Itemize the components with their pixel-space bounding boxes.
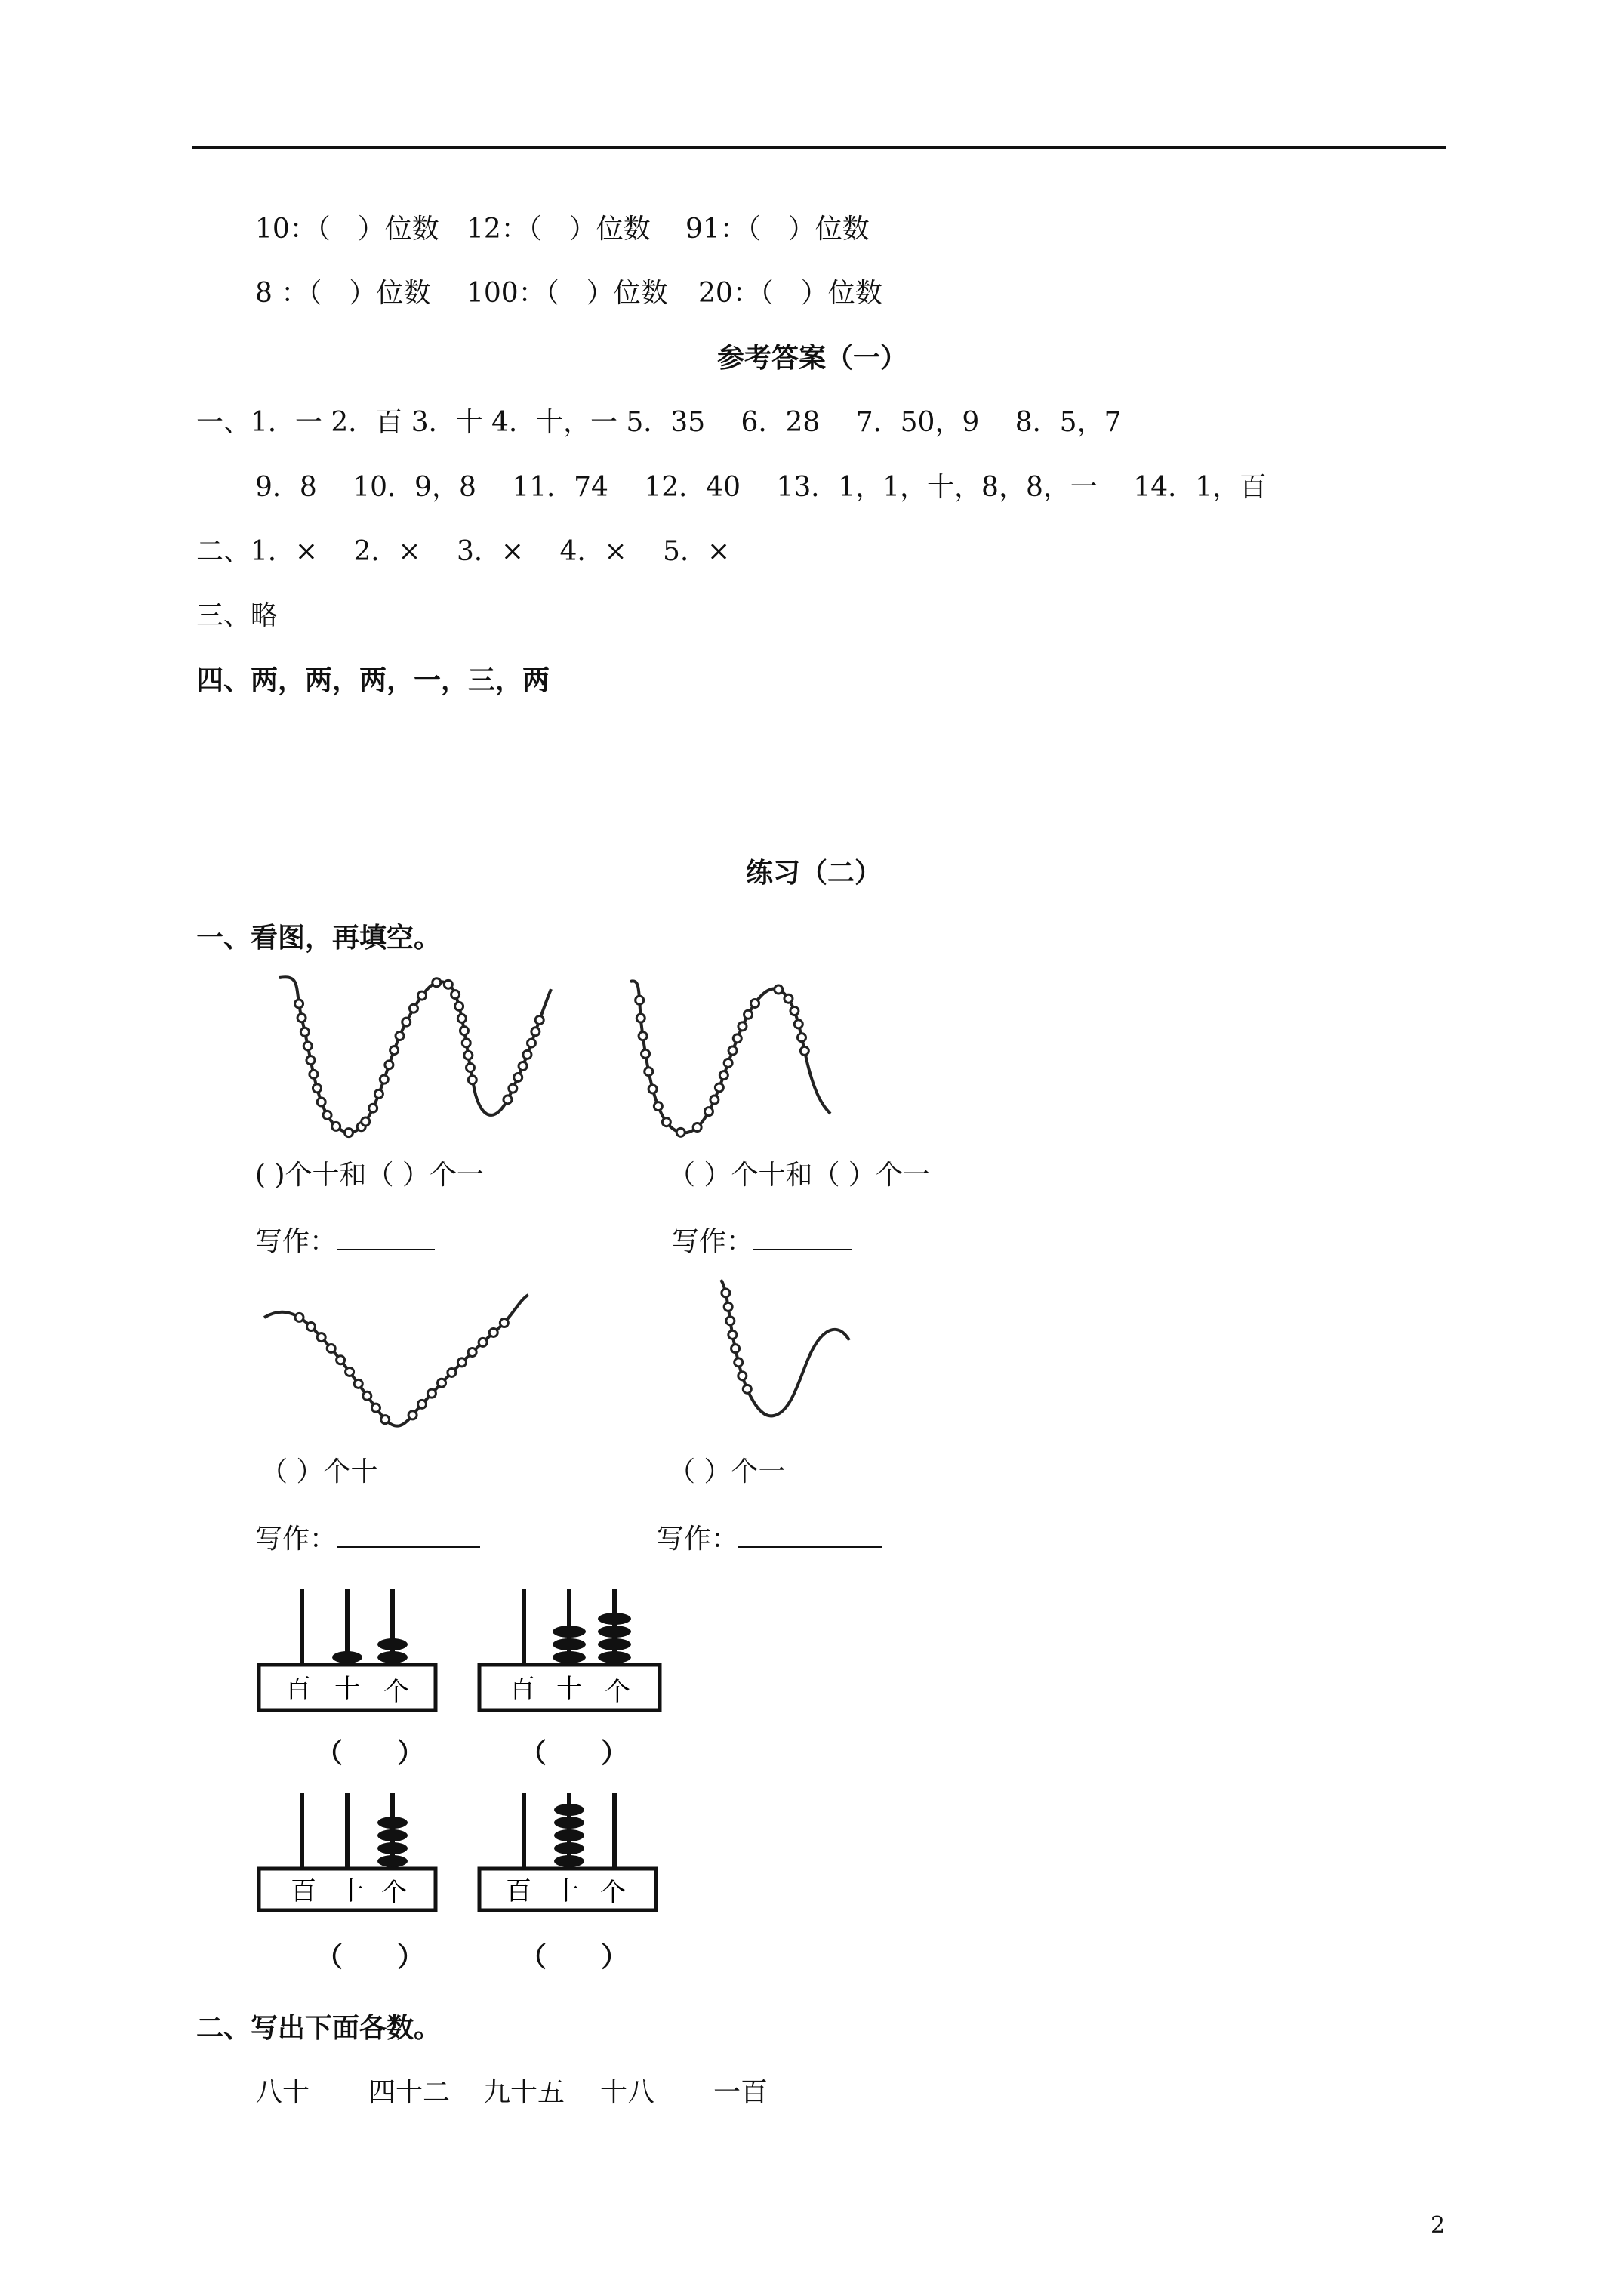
bead [719, 1071, 728, 1080]
bead [733, 1034, 741, 1043]
abacus-4 [477, 1789, 658, 1918]
answers-line-2: 9．8 10．9，8 11．74 12．40 13．1，1，十，8，8，一 14．1，百 [255, 472, 1267, 503]
bead [317, 1098, 325, 1106]
bead [466, 1064, 474, 1072]
write-label: 写作： [672, 1226, 754, 1257]
bead-string-figure-4 [717, 1276, 868, 1427]
bead [371, 1404, 380, 1412]
abacus-label-ones: 个 [381, 1878, 407, 1908]
fig2-write [672, 1223, 852, 1259]
abacus-label-tens: 十 [553, 1876, 579, 1906]
answer-blank[interactable] [337, 1521, 480, 1548]
bead [457, 1014, 466, 1022]
bead [451, 991, 460, 999]
q2-item: 十八 [600, 2077, 655, 2108]
bead [396, 1032, 404, 1040]
bead [409, 1004, 417, 1012]
q2-item: 一百 [713, 2077, 768, 2108]
answer-blank[interactable] [337, 1223, 435, 1250]
abacus-label-ones: 个 [600, 1878, 626, 1908]
bead [738, 1372, 747, 1380]
bead [455, 1002, 463, 1010]
bead [722, 1289, 730, 1297]
answer-blank[interactable] [738, 1521, 882, 1548]
q2-item: 八十 [255, 2077, 310, 2108]
bead [344, 1129, 353, 1137]
bead [418, 991, 427, 1000]
prev-row-2-b: 100：（ ）位数 [467, 278, 668, 309]
bead [369, 1104, 377, 1112]
q2-item: 四十二 [368, 2077, 451, 2108]
bead [724, 1059, 732, 1067]
bead [642, 1049, 650, 1058]
bead [710, 1096, 719, 1104]
bead [479, 1338, 487, 1346]
bead [794, 1020, 802, 1028]
bead-string-figure-2 [623, 974, 842, 1140]
bead [300, 1028, 309, 1036]
bead [636, 996, 644, 1004]
bead [362, 1117, 370, 1126]
bead [500, 1319, 508, 1327]
q1-title: 一、看图，再填空。 [196, 922, 442, 954]
bead [662, 1118, 670, 1126]
bead [468, 1076, 476, 1084]
prev-row-1-b: 12：（ ）位数 [467, 214, 651, 245]
bead [790, 1007, 799, 1015]
write-label: 写作： [657, 1524, 739, 1555]
bead-string-figure-3 [260, 1284, 532, 1435]
abacus-label-tens: 十 [334, 1674, 360, 1704]
abacus-label-tens: 十 [556, 1674, 582, 1704]
bead [457, 1358, 466, 1367]
fig2-caption: （ ）个十和（ ）个一 [668, 1160, 930, 1191]
bead [462, 1039, 470, 1047]
abacus-4-answer[interactable]: （ ） [519, 1941, 629, 1973]
fig4-caption: （ ）个一 [668, 1456, 786, 1487]
bead [306, 1056, 315, 1065]
fig3-caption: （ ）个十 [260, 1456, 378, 1487]
answer-blank[interactable] [753, 1223, 852, 1250]
bead [738, 1022, 747, 1031]
header-rule [192, 146, 1446, 149]
bead [728, 1330, 737, 1339]
answers-line-3: 二、1．× 2．× 3．× 4．× 5．× [196, 536, 731, 567]
abacus-1 [257, 1586, 438, 1714]
prev-row-1-c: 91：（ ）位数 [685, 214, 870, 245]
bead [381, 1416, 390, 1424]
answers-title: 参考答案（一） [717, 342, 908, 374]
bead [327, 1344, 335, 1352]
bead [489, 1328, 497, 1336]
abacus-1-answer[interactable]: （ ） [316, 1737, 425, 1769]
write-label: 写作： [255, 1524, 337, 1555]
bead [460, 1027, 468, 1035]
bead [724, 1302, 732, 1311]
bead [297, 1014, 306, 1022]
bead [306, 1323, 315, 1331]
bead [743, 1385, 751, 1393]
bead [639, 1032, 647, 1040]
write-label: 写作： [255, 1226, 337, 1257]
bead [418, 1400, 427, 1408]
bead [535, 1015, 544, 1024]
bead [346, 1367, 354, 1376]
bead [332, 1122, 340, 1130]
page-number: 2 [1431, 2212, 1446, 2239]
prev-row-2-c: 20：（ ）位数 [698, 278, 882, 309]
abacus-label-hundreds: 百 [285, 1674, 311, 1704]
abacus-label-ones: 个 [383, 1677, 409, 1707]
fig1-caption: ( )个十和（ ）个一 [255, 1160, 484, 1191]
abacus-2-answer[interactable]: （ ） [519, 1737, 629, 1769]
bead [310, 1070, 318, 1078]
bead [784, 994, 793, 1003]
bead [374, 1089, 383, 1098]
bead [798, 1034, 806, 1042]
bead [354, 1379, 362, 1388]
fig3-write [255, 1521, 480, 1556]
bead [464, 1051, 473, 1059]
bead [531, 1028, 540, 1036]
abacus-label-hundreds: 百 [510, 1674, 535, 1704]
abacus-label-hundreds: 百 [506, 1876, 531, 1906]
bead [444, 980, 452, 988]
bead [313, 1084, 321, 1093]
bead [775, 985, 783, 994]
bead [523, 1050, 531, 1059]
bead [295, 1313, 303, 1321]
bead [645, 1068, 653, 1076]
abacus-3 [257, 1789, 438, 1918]
bead [800, 1046, 808, 1055]
abacus-3-answer[interactable]: （ ） [316, 1941, 425, 1973]
bead [317, 1333, 325, 1342]
bead-string-figure-1 [272, 974, 566, 1140]
bead [504, 1096, 512, 1104]
answers-line-4: 三、略 [196, 600, 279, 631]
bead [438, 1379, 446, 1387]
prev-row-1-a: 10：（ ）位数 [255, 214, 439, 245]
answers-line-5: 四、两，两，两，一，三，两 [196, 664, 550, 696]
bead [363, 1391, 371, 1400]
bead [704, 1108, 713, 1116]
bead [676, 1128, 685, 1136]
bead [751, 999, 759, 1007]
abacus-label-ones: 个 [605, 1677, 630, 1707]
bead [385, 1061, 393, 1069]
bead [402, 1018, 411, 1026]
bead [295, 1000, 303, 1008]
bead [323, 1111, 331, 1119]
q2-title: 二、写出下面各数。 [196, 2012, 442, 2044]
bead [408, 1411, 417, 1419]
bead [514, 1073, 522, 1081]
abacus-label-tens: 十 [338, 1876, 364, 1906]
bead [731, 1345, 740, 1353]
bead [433, 978, 441, 987]
bead [654, 1102, 662, 1111]
bead [744, 1010, 753, 1019]
bead [726, 1317, 735, 1325]
bead [380, 1075, 388, 1083]
abacus-label-hundreds: 百 [291, 1876, 316, 1906]
bead [519, 1062, 527, 1071]
fig4-write [657, 1521, 882, 1556]
bead [509, 1084, 517, 1093]
bead [648, 1085, 657, 1093]
answers-line-1: 一、1．一 2．百 3．十 4．十，一 5．35 6．28 7．50，9 8．5，7 [196, 407, 1122, 438]
bead [715, 1083, 723, 1092]
q2-item: 九十五 [483, 2077, 565, 2108]
fig1-write [255, 1223, 435, 1259]
exercise2-title: 练习（二） [746, 857, 882, 889]
bead [636, 1014, 645, 1022]
bead [303, 1042, 312, 1050]
abacus-2 [477, 1586, 662, 1714]
bead [693, 1123, 701, 1132]
bead [527, 1039, 535, 1047]
bead [427, 1389, 436, 1398]
bead [468, 1348, 476, 1357]
prev-row-2-a: 8 ：（ ）位数 [255, 278, 431, 309]
bead [728, 1046, 737, 1055]
bead [337, 1356, 345, 1364]
bead [390, 1046, 399, 1055]
bead [735, 1358, 743, 1367]
bead [448, 1368, 456, 1376]
